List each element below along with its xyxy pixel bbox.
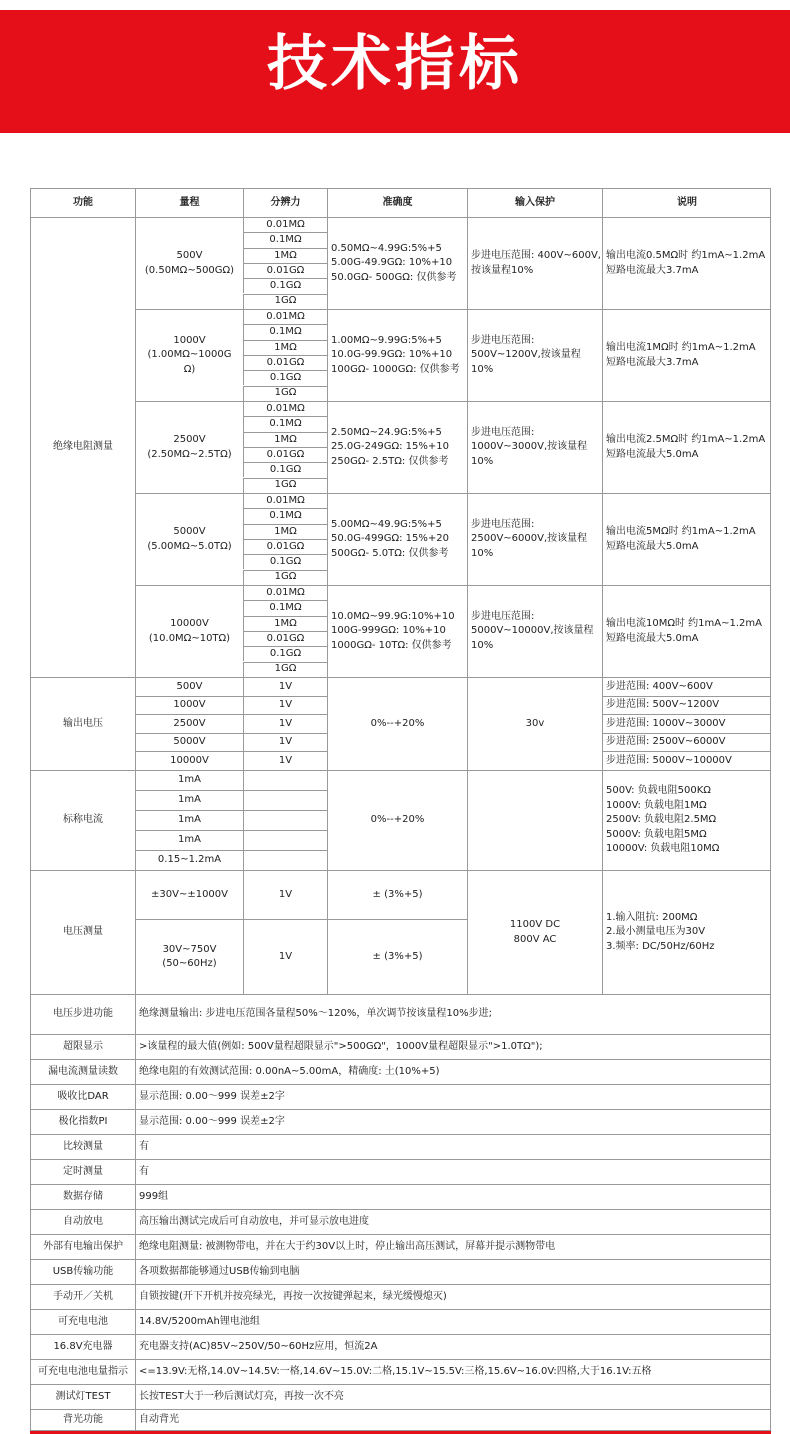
insulation-resolution: 0.01GΩ <box>243 263 327 278</box>
feature-name: 定时测量 <box>30 1159 135 1184</box>
output-voltage-note: 步进范围: 400V~600V <box>602 677 771 696</box>
output-voltage-range: 5000V <box>135 733 243 752</box>
voltage-measure-note: 1.输入阻抗: 200MΩ 2.最小测量电压为30V 3.频率: DC/50Hz/60Hz <box>602 870 771 994</box>
insulation-note: 输出电流0.5MΩ时 约1mA~1.2mA 短路电流最大3.7mA <box>602 217 771 309</box>
feature-description: 自锁按键(开下开机并按亮绿光，再按一次按键弹起来，绿光缓慢熄灭) <box>135 1284 771 1309</box>
insulation-protection: 步进电压范围: 500V~1200V,按该量程10% <box>467 309 602 401</box>
column-header: 准确度 <box>327 188 467 217</box>
page-title: 技术指标 <box>267 29 523 99</box>
feature-description: 自动背光 <box>135 1409 771 1431</box>
output-voltage-range: 10000V <box>135 751 243 770</box>
feature-description: >该量程的最大值(例如: 500V量程超限显示">500GΩ"，1000V量程超限显示">1.0TΩ"); <box>135 1034 771 1059</box>
rated-current-resolution-empty <box>243 810 327 830</box>
rated-current-resolution-empty <box>243 790 327 810</box>
feature-description: 高压输出测试完成后可自动放电，并可显示放电进度 <box>135 1209 771 1234</box>
insulation-resolution: 0.01MΩ <box>243 401 327 416</box>
rated-current-range: 1mA <box>135 830 243 850</box>
insulation-resolution: 1GΩ <box>243 386 327 401</box>
insulation-resolution: 0.01GΩ <box>243 447 327 462</box>
output-voltage-note: 步进范围: 5000V~10000V <box>602 751 771 770</box>
insulation-resolution: 0.01GΩ <box>243 539 327 554</box>
voltage-measure-accuracy: ± (3%+5) <box>327 919 467 994</box>
feature-description: 有 <box>135 1159 771 1184</box>
insulation-resolution: 0.1GΩ <box>243 370 327 385</box>
column-header: 输入保护 <box>467 188 602 217</box>
feature-name: 可充电电池电量指示 <box>30 1359 135 1384</box>
insulation-resolution: 0.1MΩ <box>243 600 327 615</box>
insulation-resolution: 0.01MΩ <box>243 217 327 232</box>
insulation-resolution: 1GΩ <box>243 294 327 309</box>
output-voltage-note: 步进范围: 500V~1200V <box>602 696 771 715</box>
insulation-resolution: 0.01MΩ <box>243 585 327 600</box>
output-voltage-resolution: 1V <box>243 677 327 696</box>
feature-description: 999组 <box>135 1184 771 1209</box>
insulation-resolution: 0.1GΩ <box>243 278 327 293</box>
rated-current-note: 500V: 负载电阻500KΩ 1000V: 负载电阻1MΩ 2500V: 负载电阻2.5MΩ 5000V: 负载电阻5MΩ 10000V: 负载电阻10MΩ <box>602 770 771 870</box>
feature-name: 可充电电池 <box>30 1309 135 1334</box>
insulation-accuracy: 0.50MΩ~4.99G:5%+5 5.00G-49.9GΩ: 10%+10 50.0GΩ- 500GΩ: 仅供参考 <box>327 217 467 309</box>
insulation-range: 500V (0.50MΩ~500GΩ) <box>135 217 243 309</box>
feature-description: 显示范围: 0.00～999 误差±2字 <box>135 1109 771 1134</box>
insulation-resolution: 0.1MΩ <box>243 232 327 247</box>
rated-current-range: 0.15~1.2mA <box>135 850 243 870</box>
output-voltage-note: 步进范围: 1000V~3000V <box>602 714 771 733</box>
insulation-accuracy: 2.50MΩ~24.9G:5%+5 25.0G-249GΩ: 15%+10 250GΩ- 2.5TΩ: 仅供参考 <box>327 401 467 493</box>
feature-description: 14.8V/5200mAh锂电池组 <box>135 1309 771 1334</box>
feature-name: 吸收比DAR <box>30 1084 135 1109</box>
rated-current-resolution-empty <box>243 770 327 790</box>
rated-current-accuracy: 0%--+20% <box>327 770 467 870</box>
output-voltage-range: 500V <box>135 677 243 696</box>
feature-name: 手动开／关机 <box>30 1284 135 1309</box>
insulation-resolution: 0.1GΩ <box>243 646 327 661</box>
column-header: 功能 <box>30 188 135 217</box>
feature-description: 有 <box>135 1134 771 1159</box>
insulation-protection: 步进电压范围: 2500V~6000V,按该量程 10% <box>467 493 602 585</box>
voltage-measure-accuracy: ± (3%+5) <box>327 870 467 919</box>
insulation-accuracy: 1.00MΩ~9.99G:5%+5 10.0G-99.9GΩ: 10%+10 100GΩ- 1000GΩ: 仅供参考 <box>327 309 467 401</box>
voltage-measure-protection: 1100V DC 800V AC <box>467 870 602 994</box>
rated-current-range: 1mA <box>135 790 243 810</box>
insulation-resolution: 1GΩ <box>243 570 327 585</box>
column-header: 量程 <box>135 188 243 217</box>
insulation-resolution: 0.1MΩ <box>243 324 327 339</box>
insulation-note: 输出电流1MΩ时 约1mA~1.2mA 短路电流最大3.7mA <box>602 309 771 401</box>
insulation-resolution: 1MΩ <box>243 248 327 263</box>
feature-description: 绝缘电阻测量: 被测物带电，并在大于约30V以上时，停止输出高压测试，屏幕并提示测物带电 <box>135 1234 771 1259</box>
section-label-rated-current: 标称电流 <box>30 770 135 870</box>
column-header: 分辨力 <box>243 188 327 217</box>
feature-name: 背光功能 <box>30 1409 135 1431</box>
insulation-resolution: 1MΩ <box>243 616 327 631</box>
feature-description: 长按TEST大于一秒后测试灯亮，再按一次不亮 <box>135 1384 771 1409</box>
voltage-measure-range: 30V~750V (50~60Hz) <box>135 919 243 994</box>
insulation-resolution: 0.1MΩ <box>243 416 327 431</box>
feature-name: 电压步进功能 <box>30 994 135 1034</box>
insulation-resolution: 0.01MΩ <box>243 493 327 508</box>
output-voltage-protection: 30v <box>467 677 602 770</box>
feature-description: 充电器支持(AC)85V~250V/50~60Hz应用，恒流2A <box>135 1334 771 1359</box>
insulation-resolution: 0.01GΩ <box>243 631 327 646</box>
insulation-protection: 步进电压范围: 5000V~10000V,按该量程 10% <box>467 585 602 677</box>
voltage-measure-resolution: 1V <box>243 870 327 919</box>
rated-current-resolution-empty <box>243 850 327 870</box>
feature-description: 显示范围: 0.00～999 误差±2字 <box>135 1084 771 1109</box>
rated-current-protection-empty <box>467 770 602 870</box>
title-banner <box>0 10 790 133</box>
insulation-note: 输出电流10MΩ时 约1mA~1.2mA 短路电流最大5.0mA <box>602 585 771 677</box>
feature-description: 绝缘测量输出: 步进电压范围各量程50%～120%，单次调节按该量程10%步进; <box>135 994 771 1034</box>
feature-description: 各项数据都能够通过USB传输到电脑 <box>135 1259 771 1284</box>
output-voltage-note: 步进范围: 2500V~6000V <box>602 733 771 752</box>
rated-current-resolution-empty <box>243 830 327 850</box>
insulation-protection: 步进电压范围: 1000V~3000V,按该量程 10% <box>467 401 602 493</box>
voltage-measure-resolution: 1V <box>243 919 327 994</box>
feature-name: USB传输功能 <box>30 1259 135 1284</box>
insulation-resolution: 0.1MΩ <box>243 508 327 523</box>
feature-name: 外部有电输出保护 <box>30 1234 135 1259</box>
insulation-note: 输出电流2.5MΩ时 约1mA~1.2mA 短路电流最大5.0mA <box>602 401 771 493</box>
section-label-output-voltage: 输出电压 <box>30 677 135 770</box>
section-label-voltage-measure: 电压测量 <box>30 870 135 994</box>
column-header: 说明 <box>602 188 771 217</box>
output-voltage-accuracy: 0%--+20% <box>327 677 467 770</box>
feature-name: 数据存储 <box>30 1184 135 1209</box>
insulation-resolution: 1MΩ <box>243 340 327 355</box>
feature-name: 超限显示 <box>30 1034 135 1059</box>
insulation-resolution: 1MΩ <box>243 524 327 539</box>
rated-current-range: 1mA <box>135 810 243 830</box>
output-voltage-resolution: 1V <box>243 733 327 752</box>
insulation-accuracy: 5.00MΩ~49.9G:5%+5 50.0G-499GΩ: 15%+20 500GΩ- 5.0TΩ: 仅供参考 <box>327 493 467 585</box>
output-voltage-resolution: 1V <box>243 714 327 733</box>
insulation-accuracy: 10.0MΩ~99.9G:10%+10 100G-999GΩ: 10%+10 1000GΩ- 10TΩ: 仅供参考 <box>327 585 467 677</box>
feature-name: 测试灯TEST <box>30 1384 135 1409</box>
feature-name: 漏电流测量读数 <box>30 1059 135 1084</box>
insulation-resolution: 1GΩ <box>243 478 327 493</box>
output-voltage-resolution: 1V <box>243 751 327 770</box>
section-label-insulation: 绝缘电阻测量 <box>30 217 135 677</box>
insulation-resolution: 0.1GΩ <box>243 462 327 477</box>
feature-name: 自动放电 <box>30 1209 135 1234</box>
feature-name: 比较测量 <box>30 1134 135 1159</box>
feature-description: 绝缘电阻的有效测试范围: 0.00nA~5.00mA，精确度: 土(10%+5) <box>135 1059 771 1084</box>
insulation-range: 1000V (1.00MΩ~1000G Ω) <box>135 309 243 401</box>
insulation-range: 2500V (2.50MΩ~2.5TΩ) <box>135 401 243 493</box>
output-voltage-range: 1000V <box>135 696 243 715</box>
insulation-protection: 步进电压范围: 400V~600V, 按该量程10% <box>467 217 602 309</box>
feature-name: 极化指数PI <box>30 1109 135 1134</box>
insulation-resolution: 1MΩ <box>243 432 327 447</box>
rated-current-range: 1mA <box>135 770 243 790</box>
insulation-range: 10000V (10.0MΩ~10TΩ) <box>135 585 243 677</box>
output-voltage-resolution: 1V <box>243 696 327 715</box>
insulation-resolution: 0.01MΩ <box>243 309 327 324</box>
feature-description: <=13.9V:无格,14.0V~14.5V:一格,14.6V~15.0V:二格,15.1V~15.5V:三格,15.6V~16.0V:四格,大于16.1V:五格 <box>135 1359 771 1384</box>
insulation-resolution: 0.01GΩ <box>243 355 327 370</box>
output-voltage-range: 2500V <box>135 714 243 733</box>
voltage-measure-range: ±30V~±1000V <box>135 870 243 919</box>
insulation-range: 5000V (5.00MΩ~5.0TΩ) <box>135 493 243 585</box>
insulation-resolution: 0.1GΩ <box>243 554 327 569</box>
insulation-resolution: 1GΩ <box>243 662 327 677</box>
feature-name: 16.8V充电器 <box>30 1334 135 1359</box>
insulation-note: 输出电流5MΩ时 约1mA~1.2mA 短路电流最大5.0mA <box>602 493 771 585</box>
